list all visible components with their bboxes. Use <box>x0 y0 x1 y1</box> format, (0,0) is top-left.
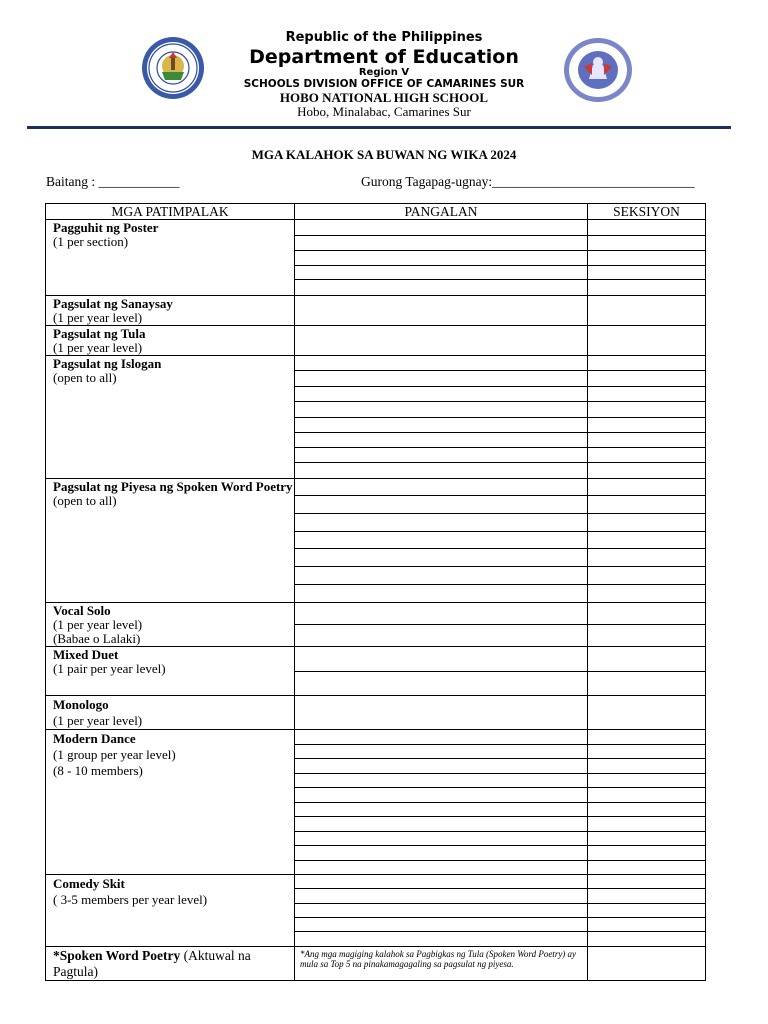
event-name: Mixed Duet <box>53 647 119 662</box>
baitang-field[interactable]: Baitang : ____________ <box>46 174 180 189</box>
name-cell[interactable] <box>295 889 588 904</box>
table-header-row <box>46 204 706 220</box>
event-name: Pagsulat ng Piyesa ng Spoken Word Poetry <box>53 479 293 494</box>
section-cell[interactable] <box>588 402 706 418</box>
section-cell[interactable] <box>588 448 706 463</box>
section-cell[interactable] <box>588 296 706 326</box>
event-name: Pagguhit ng Poster <box>53 220 159 235</box>
event-name: *Spoken Word Poetry <box>53 948 181 963</box>
name-cell[interactable] <box>295 479 588 496</box>
event-name: Modern Dance <box>53 731 136 746</box>
name-cell[interactable] <box>295 803 588 817</box>
name-cell[interactable] <box>295 448 588 463</box>
section-cell[interactable] <box>588 918 706 932</box>
name-cell[interactable] <box>295 326 588 356</box>
event-cell-spoken-word-poetry <box>46 947 295 981</box>
name-cell[interactable] <box>295 496 588 514</box>
name-cell[interactable] <box>295 832 588 846</box>
section-cell[interactable] <box>588 220 706 236</box>
section-cell[interactable] <box>588 418 706 433</box>
event-detail: (1 pair per year level) <box>53 661 166 676</box>
name-cell[interactable] <box>295 356 588 371</box>
event-name: Pagsulat ng Sanaysay <box>53 296 173 311</box>
section-cell[interactable] <box>588 788 706 803</box>
name-cell[interactable] <box>295 672 588 696</box>
table-row <box>46 696 706 730</box>
name-cell[interactable] <box>295 875 588 889</box>
school-address: Hobo, Minalabac, Camarines Sur <box>297 104 471 119</box>
table-row <box>46 326 706 356</box>
header-rule <box>27 126 731 129</box>
table-row <box>46 875 706 889</box>
table-row <box>46 947 706 981</box>
event-detail: ( 3-5 members per year level) <box>53 892 208 907</box>
region-text: Region V <box>358 67 410 78</box>
col-header-patimpalak: MGA PATIMPALAK <box>46 204 295 220</box>
name-cell[interactable] <box>295 730 588 745</box>
event-detail: (1 group per year level) <box>53 747 176 762</box>
event-cell-vocal-solo <box>46 603 295 647</box>
name-cell[interactable] <box>295 817 588 832</box>
event-cell-modern-dance <box>46 730 295 875</box>
event-cell-piyesa <box>46 479 295 603</box>
name-cell[interactable] <box>295 585 588 603</box>
department-title: Department of Education <box>249 46 519 68</box>
section-cell[interactable] <box>588 236 706 251</box>
section-cell[interactable] <box>588 846 706 861</box>
section-cell[interactable] <box>588 549 706 567</box>
table-row <box>46 647 706 672</box>
division-text: SCHOOLS DIVISION OFFICE OF CAMARINES SUR <box>243 78 525 90</box>
event-name: Pagsulat ng Tula <box>53 326 146 341</box>
table-row <box>46 603 706 625</box>
section-cell[interactable] <box>588 266 706 280</box>
event-name: Monologo <box>53 697 109 712</box>
table-row <box>46 220 706 236</box>
section-cell[interactable] <box>588 696 706 730</box>
name-cell[interactable] <box>295 514 588 532</box>
event-cell-sanaysay <box>46 296 295 326</box>
name-cell[interactable] <box>295 236 588 251</box>
event-detail: (1 per section) <box>53 234 129 249</box>
name-cell[interactable] <box>295 846 588 861</box>
event-cell-islogan <box>46 356 295 479</box>
event-name: Vocal Solo <box>53 603 111 618</box>
event-detail: (Babae o Lalaki) <box>53 631 141 646</box>
section-cell[interactable] <box>588 603 706 625</box>
name-cell[interactable] <box>295 418 588 433</box>
event-detail: (open to all) <box>53 370 117 385</box>
section-cell[interactable] <box>588 567 706 585</box>
event-detail: (open to all) <box>53 493 117 508</box>
name-cell[interactable] <box>295 647 588 672</box>
form-title: MGA KALAHOK SA BUWAN NG WIKA 2024 <box>251 147 517 162</box>
name-cell[interactable] <box>295 433 588 448</box>
name-cell[interactable] <box>295 861 588 875</box>
section-cell[interactable] <box>588 463 706 479</box>
section-cell[interactable] <box>588 496 706 514</box>
name-cell[interactable] <box>295 774 588 788</box>
table-row <box>46 479 706 496</box>
name-cell[interactable] <box>295 532 588 549</box>
name-cell[interactable] <box>295 220 588 236</box>
event-cell-poster <box>46 220 295 296</box>
name-cell[interactable] <box>295 759 588 774</box>
section-cell[interactable] <box>588 514 706 532</box>
section-cell[interactable] <box>588 803 706 817</box>
name-cell[interactable] <box>295 567 588 585</box>
event-detail: (1 per year level) <box>53 310 143 325</box>
gurong-field[interactable]: Gurong Tagapag-ugnay:______________________________ <box>361 174 695 189</box>
school-name: HOBO NATIONAL HIGH SCHOOL <box>279 90 489 105</box>
event-cell-monologo <box>46 696 295 730</box>
section-cell[interactable] <box>588 875 706 889</box>
section-cell[interactable] <box>588 356 706 371</box>
section-cell[interactable] <box>588 730 706 745</box>
name-cell[interactable] <box>295 625 588 647</box>
section-cell[interactable] <box>588 904 706 918</box>
name-cell[interactable] <box>295 696 588 730</box>
event-cell-comedy-skit <box>46 875 295 947</box>
table-row <box>46 730 706 745</box>
section-cell[interactable] <box>588 532 706 549</box>
name-cell[interactable] <box>295 387 588 402</box>
name-cell[interactable] <box>295 463 588 479</box>
event-name: Pagsulat ng Islogan <box>53 356 162 371</box>
name-cell[interactable] <box>295 745 588 759</box>
event-detail: (8 - 10 members) <box>53 763 143 778</box>
section-cell[interactable] <box>588 889 706 904</box>
participants-table <box>45 203 706 981</box>
name-cell[interactable] <box>295 402 588 418</box>
name-cell[interactable] <box>295 603 588 625</box>
section-cell[interactable] <box>588 280 706 296</box>
name-cell[interactable] <box>295 296 588 326</box>
event-detail: (1 per year level) <box>53 713 143 728</box>
section-cell[interactable] <box>588 932 706 947</box>
name-cell[interactable] <box>295 932 588 947</box>
section-cell[interactable] <box>588 433 706 448</box>
section-cell[interactable] <box>588 745 706 759</box>
section-cell[interactable] <box>588 625 706 647</box>
section-cell[interactable] <box>588 479 706 496</box>
section-cell[interactable] <box>588 585 706 603</box>
section-cell[interactable] <box>588 371 706 387</box>
name-cell[interactable] <box>295 371 588 387</box>
table-row <box>46 296 706 326</box>
event-detail: (1 per year level) <box>53 617 143 632</box>
section-cell[interactable] <box>588 947 706 981</box>
event-name: Comedy Skit <box>53 876 125 891</box>
name-cell[interactable] <box>295 549 588 567</box>
name-cell[interactable] <box>295 904 588 918</box>
section-cell[interactable] <box>588 817 706 832</box>
republic-text: Republic of the Philippines <box>285 30 483 45</box>
event-cell-mixed-duet <box>46 647 295 696</box>
section-cell[interactable] <box>588 672 706 696</box>
section-cell[interactable] <box>588 647 706 672</box>
section-cell[interactable] <box>588 759 706 774</box>
name-cell[interactable] <box>295 251 588 266</box>
section-cell[interactable] <box>588 387 706 402</box>
col-header-pangalan: PANGALAN <box>295 204 588 220</box>
section-cell[interactable] <box>588 251 706 266</box>
footnote-cell: *Ang mga magiging kalahok sa Pagbigkas ng Tula (Spoken Word Poetry) ay mula sa Top 5 na pinakamagagaling sa pagsulat ng piyesa. <box>295 947 588 981</box>
name-cell[interactable] <box>295 266 588 280</box>
name-cell[interactable] <box>295 918 588 932</box>
section-cell[interactable] <box>588 832 706 846</box>
table-row <box>46 356 706 371</box>
col-header-seksiyon: SEKSIYON <box>588 204 706 220</box>
section-cell[interactable] <box>588 861 706 875</box>
event-detail: (1 per year level) <box>53 340 143 355</box>
section-cell[interactable] <box>588 326 706 356</box>
section-cell[interactable] <box>588 774 706 788</box>
event-name-suffix: (Aktuwal na Pagtula) <box>53 948 251 979</box>
event-cell-tula <box>46 326 295 356</box>
name-cell[interactable] <box>295 280 588 296</box>
name-cell[interactable] <box>295 788 588 803</box>
